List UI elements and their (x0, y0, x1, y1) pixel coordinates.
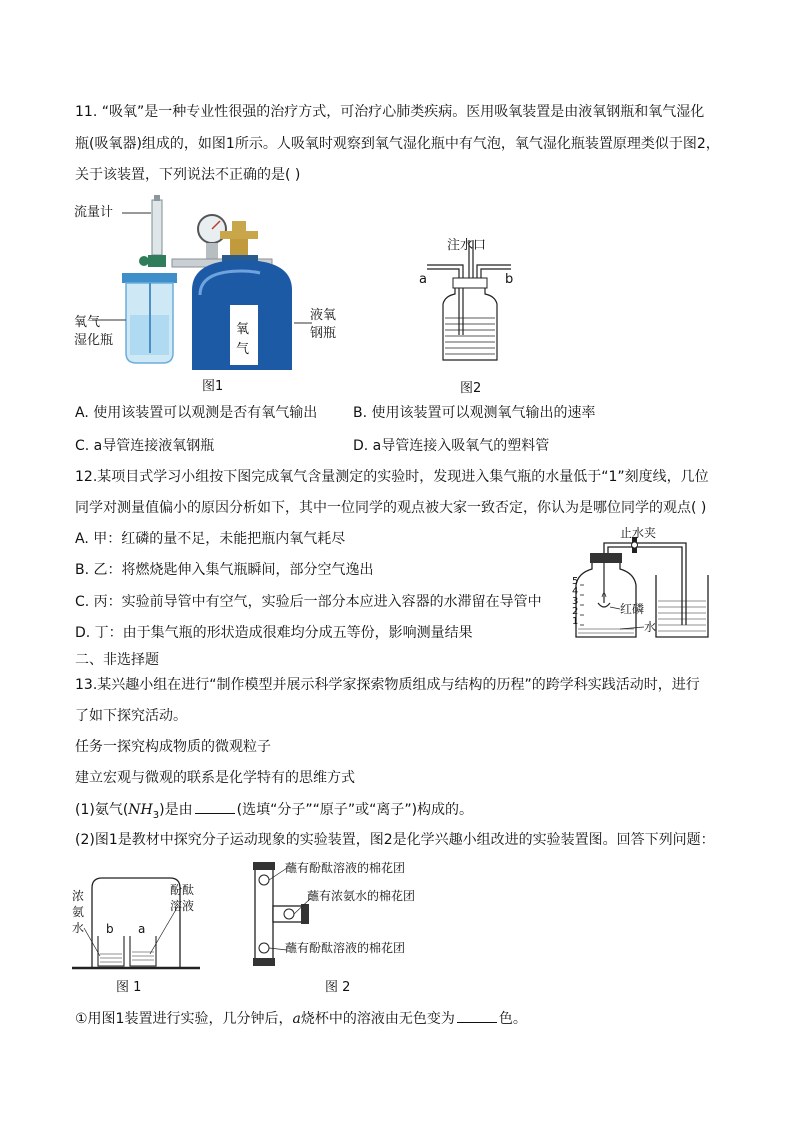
scale-mark-5: 5 (572, 576, 579, 587)
scale-mark-1: 1 (572, 616, 579, 627)
q13-intro: 建立宏观与微观的联系是化学特有的思维方式 (75, 770, 355, 786)
phosphorus-label: 红磷 (620, 602, 645, 616)
q12-line-1: 12.某项目式学习小组按下图完成氧气含量测定的实验时，发现进入集气瓶的水量低于“1”刻度线，几位 (75, 469, 709, 485)
ammonia-formula-subscript: 3 (152, 809, 160, 821)
cylinder-text-oxygen-2: 气 (236, 342, 250, 357)
scale-mark-2: 2 (572, 606, 579, 617)
cylinder-label-2: 钢瓶 (310, 326, 337, 341)
q12-line-2: 同学对测量值偏小的原因分析如下，其中一位同学的观点被大家一致否定，你认为是哪位同学的观点( ) (75, 500, 707, 516)
q11-line-2: 瓶(吸氧器)组成的，如图1所示。人吸氧时观察到氧气湿化瓶中有气泡，氧气湿化瓶装置原理类似于图2， (75, 136, 720, 152)
beaker-a-italic: a (292, 1011, 301, 1027)
top-cotton-label: 蘸有酚酞溶液的棉花团 (285, 861, 406, 875)
q13-task-1: 任务一探究构成物质的微观粒子 (75, 739, 271, 755)
ammonia-label-3: 水 (72, 921, 85, 935)
tube-b-label: b (505, 272, 514, 287)
q11-option-a: A. 使用该装置可以观测是否有氧气输出 (75, 405, 318, 421)
phenolphthalein-label-1: 酚酞 (170, 883, 195, 897)
q13-part-1-text-b: )是由 (159, 802, 193, 818)
bottom-cotton-label: 蘸有酚酞溶液的棉花团 (285, 941, 406, 955)
ammonia-label-1: 浓 (72, 889, 85, 903)
q13-figure-2-caption: 图 2 (325, 980, 351, 995)
q13-sub-1-text-b: 烧杯中的溶液由无色变为 (300, 1011, 455, 1027)
q13-figure-1-caption: 图 1 (116, 980, 142, 995)
q12-option-a: A. 甲：红磷的量不足，未能把瓶内氧气耗尽 (75, 531, 346, 547)
phenolphthalein-label-2: 溶液 (170, 899, 195, 913)
q11-line-1: 11. “吸氧”是一种专业性很强的治疗方式，可治疗心肺类疾病。医用吸氧装置是由液氧钢瓶和氧气湿化 (75, 104, 705, 120)
tube-a-label: a (419, 272, 427, 287)
q13-sub-1-text-a: ①用图1装置进行实验，几分钟后， (75, 1011, 293, 1027)
q11-figure-1 (72, 195, 352, 395)
q11-line-3: 关于该装置，下列说法不正确的是( ) (75, 167, 301, 183)
q13-part-1 (75, 799, 473, 826)
q13-part-1-text-a: (1)氨气( (75, 802, 129, 818)
answer-blank-1[interactable] (195, 799, 235, 814)
flowmeter-label: 流量计 (74, 205, 114, 220)
q11-figure-2 (415, 240, 525, 395)
q13-part-1-text-c: (选填“分子”“原子”或“离子”)构成的。 (236, 802, 474, 818)
q12-option-d: D. 丁：由于集气瓶的形状造成很难均分成五等份，影响测量结果 (75, 625, 473, 641)
q13-part-2: (2)图1是教材中探究分子运动现象的实验装置，图2是化学兴趣小组改进的实验装置图。回答下列问题： (75, 832, 715, 848)
scale-mark-4: 4 (572, 586, 579, 597)
q12-option-b: B. 乙：将燃烧匙伸入集气瓶瞬间，部分空气逸出 (75, 562, 374, 578)
section-heading-non-choice: 二、非选择题 (75, 652, 159, 668)
humidifier-label-1: 氧气 (74, 315, 101, 330)
q11-option-c: C. a导管连接液氧钢瓶 (75, 438, 215, 454)
cylinder-text-oxygen-1: 氧 (236, 322, 250, 337)
q13-figure-2 (245, 858, 445, 993)
q13-line-2: 了如下探究活动。 (75, 708, 187, 724)
q13-line-1: 13.某兴趣小组在进行“制作模型并展示科学家探索物质组成与结构的历程”的跨学科实践活动时，进行 (75, 677, 700, 693)
figure-1-caption: 图1 (202, 379, 224, 394)
q12-option-c: C. 丙：实验前导管中有空气，实验后一部分本应进入容器的水滞留在导管中 (75, 594, 542, 610)
q13-figure-1 (70, 868, 205, 993)
oxygen-content-apparatus-diagram (560, 525, 720, 645)
humidifier-bottle-diagram (415, 240, 525, 365)
clamp-label: 止水夹 (620, 526, 657, 540)
q12-phosphorus-apparatus (560, 525, 720, 645)
scale-mark-3: 3 (572, 596, 579, 607)
q13-sub-1-text-c: 色。 (498, 1011, 527, 1027)
figure-2-caption: 图2 (460, 381, 482, 396)
q11-option-b: B. 使用该装置可以观测氧气输出的速率 (353, 405, 596, 421)
q11-option-d: D. a导管连接入吸氧气的塑料管 (353, 438, 550, 454)
answer-blank-2[interactable] (457, 1008, 497, 1023)
beaker-b-label: b (106, 922, 114, 936)
middle-cotton-label: 蘸有浓氨水的棉花团 (307, 889, 416, 903)
q13-sub-question-1 (75, 1008, 527, 1029)
humidifier-label-2: 湿化瓶 (74, 333, 114, 348)
ammonia-formula: NH (128, 802, 153, 818)
water-inlet-label: 注水口 (447, 238, 487, 253)
water-label: 水 (644, 620, 657, 634)
oxygen-apparatus-illustration (72, 195, 352, 370)
ammonia-label-2: 氨 (72, 905, 85, 919)
cylinder-label-1: 液氧 (310, 308, 337, 323)
beaker-a-label: a (138, 922, 146, 936)
